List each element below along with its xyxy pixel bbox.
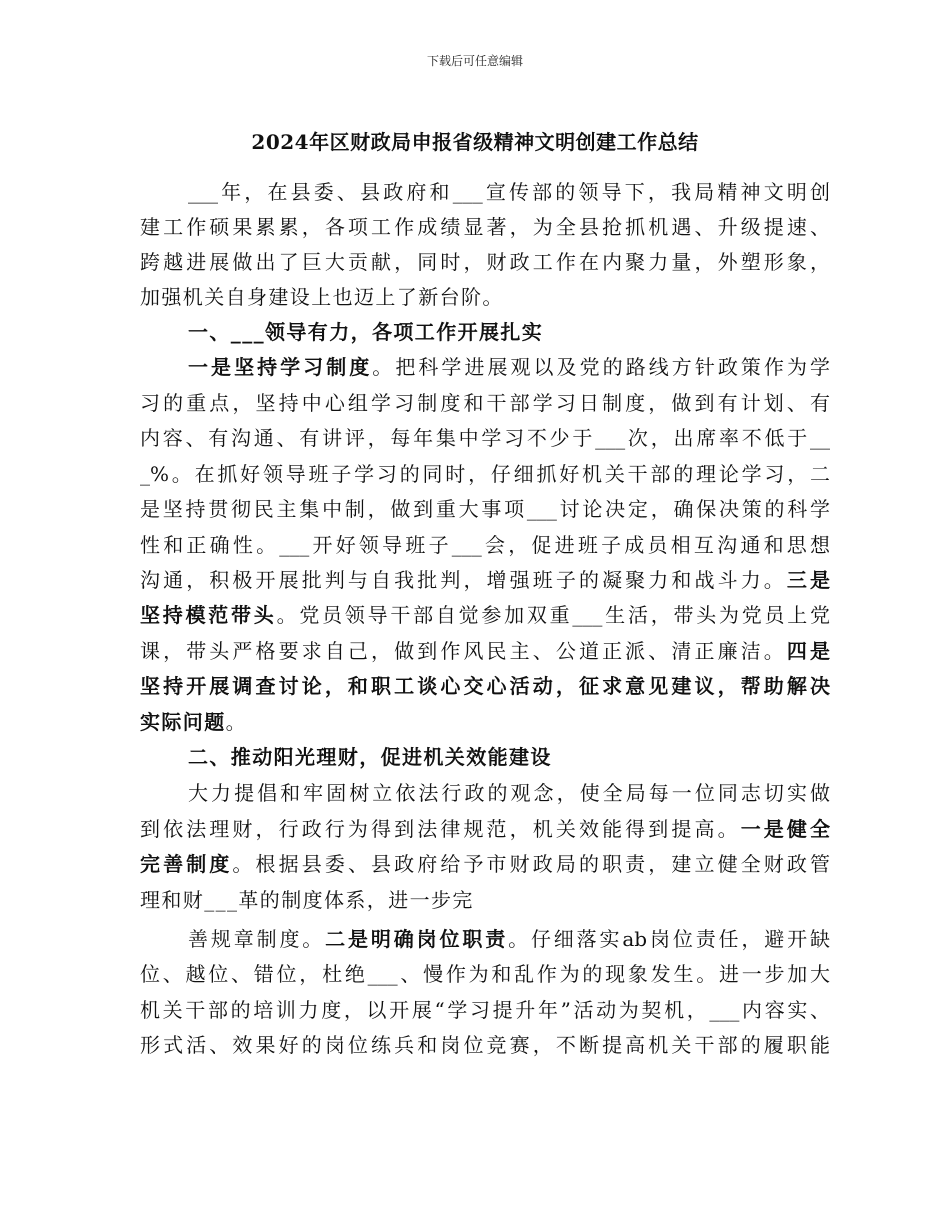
document-title: 2024年区财政局申报省级精神文明创建工作总结 — [251, 130, 699, 154]
body-line — [140, 566, 830, 594]
bold-text: 一、___领导有力，各项工作开展扎实 — [188, 320, 544, 344]
body-line — [188, 318, 830, 346]
body-line — [140, 213, 830, 241]
body-line — [188, 779, 830, 807]
body-text: 位、越位、错位，杜绝___、慢作为和乱作为的现象发生。进一步加大 — [140, 962, 830, 986]
body-line — [140, 996, 830, 1024]
body-text: 性和正确性。___开好领导班子___会，促进班子成员相互沟通和思想 — [140, 533, 830, 557]
body-text: 。 — [225, 710, 248, 734]
body-line — [140, 708, 830, 736]
body-line — [188, 353, 830, 381]
body-line — [140, 283, 830, 311]
bold-text: 坚持开展调查讨论，和职工谈心交心活动，征求意见建议，帮助解决 — [140, 674, 830, 698]
bold-text: 坚持模范带头 — [140, 603, 277, 627]
body-text: 习的重点，坚持中心组学习制度和干部学习日制度，做到有计划、有 — [140, 391, 830, 415]
body-text: 建工作硕果累累，各项工作成绩显著，为全县抢抓机遇、升级提速、 — [140, 215, 830, 239]
body-text: 理和财___革的制度体系，进一步完 — [140, 888, 474, 912]
body-text: 沟通，积极开展批判与自我批判，增强班子的凝聚力和战斗力。 — [140, 568, 787, 592]
body-line — [140, 248, 830, 276]
body-line — [188, 925, 830, 953]
body-text: 机关干部的培训力度，以开展“学习提升年”活动为契机，___内容实、 — [140, 998, 830, 1022]
body-line — [140, 886, 830, 914]
body-line — [140, 495, 830, 523]
body-text: 。党员领导干部自觉参加双重___生活，带头为党员上党 — [276, 603, 831, 627]
body-line — [140, 424, 830, 452]
body-text: 加强机关自身建设上也迈上了新台阶。 — [140, 285, 504, 309]
body-line — [188, 743, 830, 771]
body-line — [140, 672, 830, 700]
body-text: ___年，在县委、县政府和___宣传部的领导下，我局精神文明创 — [188, 180, 830, 204]
body-line — [140, 637, 830, 665]
body-line — [140, 389, 830, 417]
body-text: 课，带头严格要求自己，做到作风民主、公道正派、清正廉洁。 — [140, 639, 787, 663]
body-text: 善规章制度。 — [188, 927, 326, 951]
body-line — [140, 1031, 830, 1059]
body-text: _%。在抓好领导班子学习的同时，仔细抓好机关干部的理论学习，二 — [140, 462, 830, 486]
bold-text: 二是明确岗位职责 — [325, 927, 509, 951]
body-text: 跨越进展做出了巨大贡献，同时，财政工作在内聚力量，外塑形象， — [140, 250, 830, 274]
bold-text: 二、推动阳光理财，促进机关效能建设 — [188, 745, 552, 769]
bold-text: 完善制度 — [140, 852, 233, 876]
body-line — [140, 531, 830, 559]
body-text: 形式活、效果好的岗位练兵和岗位竞赛，不断提高机关干部的履职能 — [140, 1033, 830, 1057]
bold-text: 一是健全 — [740, 817, 831, 841]
header-note: 下载后可任意编辑 — [426, 54, 523, 68]
body-text: 到依法理财，行政行为得到法律规范，机关效能得到提高。 — [140, 817, 741, 841]
body-line — [140, 850, 830, 878]
body-text: 大力提倡和牢固树立依法行政的观念，使全局每一位同志切实做 — [188, 781, 830, 805]
body-line — [140, 960, 830, 988]
bold-text: 一是坚持学习制度 — [188, 355, 373, 379]
bold-text: 四是 — [786, 639, 831, 663]
body-text: 是坚持贯彻民主集中制，做到重大事项___讨论决定，确保决策的科学 — [140, 497, 830, 521]
body-text: 。把科学进展观以及党的路线方针政策作为学 — [372, 355, 831, 379]
body-line — [188, 178, 830, 206]
body-text: 。仔细落实ab岗位责任，避开缺 — [508, 927, 831, 951]
bold-text: 三是 — [786, 568, 831, 592]
body-text: 内容、有沟通、有讲评，每年集中学习不少于___次，出席率不低于__ — [140, 426, 830, 450]
bold-text: 实际问题 — [140, 710, 226, 734]
body-line — [140, 601, 830, 629]
body-text: 。根据县委、县政府给予市财政局的职责，建立健全财政管 — [232, 852, 831, 876]
body-line — [140, 460, 830, 488]
body-line — [140, 815, 830, 843]
